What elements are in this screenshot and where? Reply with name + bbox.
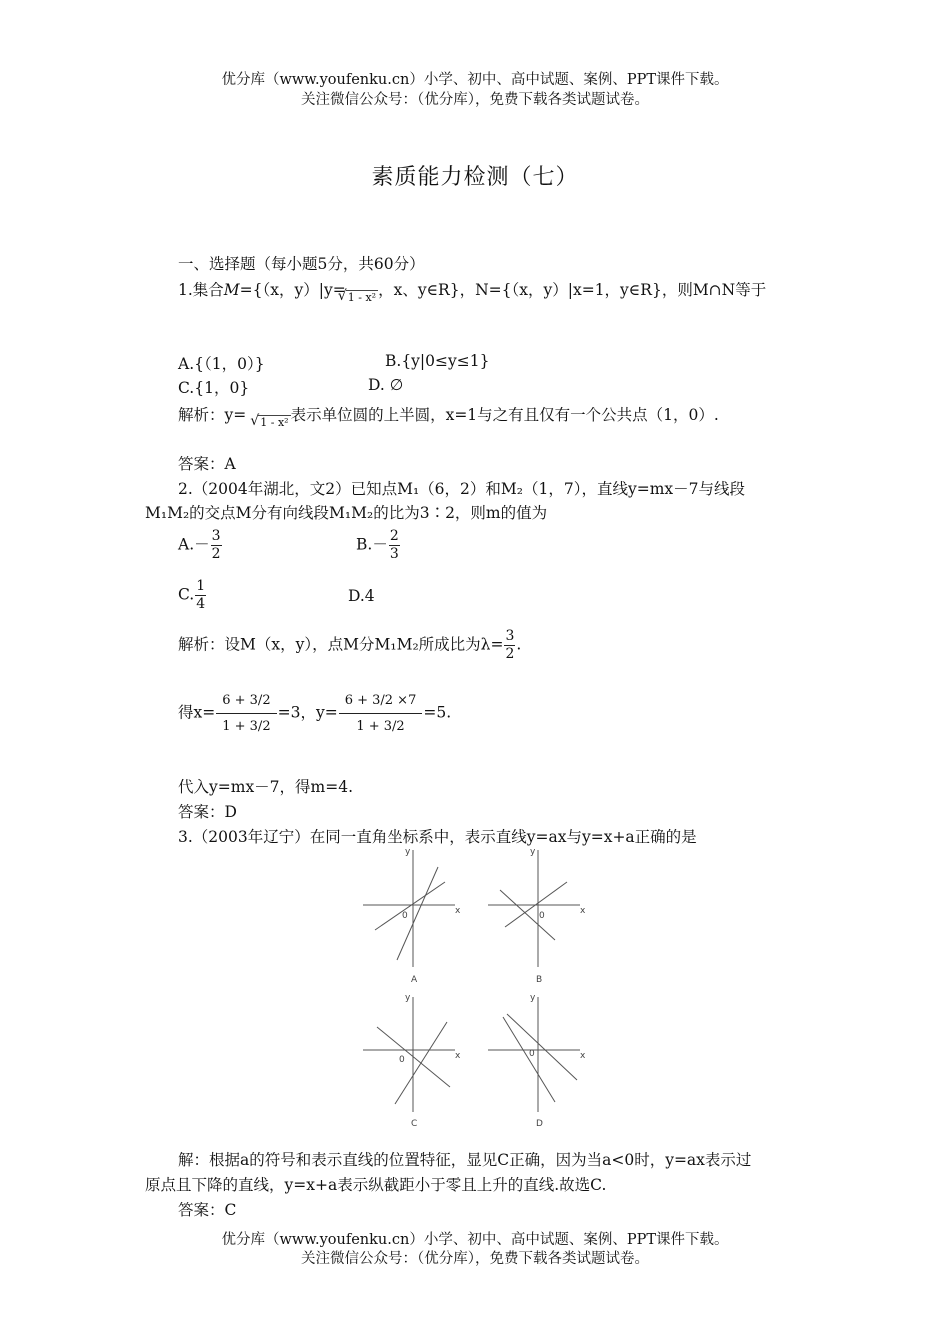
q2-analysis: 解析：设M（x，y），点M分M₁M₂所成比为λ= $\frac{3}{2}$ . [178, 628, 522, 662]
q1-stem-c: ，x、y∈R}，N={（x，y）|x=1，y∈R}，则M∩N等于 [378, 281, 767, 299]
q2-option-b [356, 528, 401, 563]
q2-stem-line-2: M₁M₂的交点M分有向线段M₁M₂的比为3∶2，则m的值为 [145, 504, 548, 522]
q2-option-a-fraction [211, 528, 222, 563]
q2-substitute: 代入y=mx－7，得m=4. [178, 778, 354, 796]
q3-solution-line-2: 原点且下降的直线，y=x+a表示纵截距小于零且上升的直线.故选C. [145, 1176, 607, 1194]
q2-lambda-num: 3 [505, 628, 515, 644]
q2-calc-x-prefix: 得x= [178, 703, 216, 722]
page-title: 素质能力检测（七） [371, 165, 579, 190]
q1-analysis-a: 解析：y= [178, 406, 247, 424]
q2-option-c-den: 4 [196, 596, 206, 612]
q2-calc-x-fraction [216, 688, 276, 739]
q2-option-a-den: 2 [211, 546, 221, 562]
q1-sqrt: √ 1 - x² [346, 290, 378, 304]
graph-c-x-label: x [455, 1051, 461, 1061]
q2-option-c-fraction [195, 578, 206, 613]
q2-analysis-text: 解析：设M（x，y），点M分M₁M₂所成比为λ= [178, 635, 504, 654]
graph-d-x-label: x [580, 1051, 586, 1061]
footer-line-2: 关注微信公众号：（优分库），免费下载各类试题试卷。 [301, 1251, 649, 1267]
q2-option-c-prefix: C. [178, 585, 195, 604]
q1-option-a: A.{（1，0）} [178, 355, 265, 373]
q2-calc-y-suffix: =5. [423, 703, 452, 722]
q1-analysis-sqrt: √ 1 - x² [258, 415, 290, 429]
q2-option-c-num: 1 [196, 578, 206, 594]
q2-calc-x-suffix: =3， [277, 703, 316, 722]
q1-stem [178, 278, 767, 304]
q1-option-d: D. ∅ [368, 376, 404, 394]
graph-b-origin: 0 [539, 911, 545, 921]
q1-stem-b: ={（x，y）|y= [239, 281, 346, 299]
q2-answer: 答案：D [178, 803, 237, 821]
graph-a-x-label: x [455, 906, 461, 916]
graph-a-origin: 0 [402, 911, 408, 921]
q2-calc-y-den: 1 + 3/2 [356, 719, 405, 734]
q1-set-m: M [223, 281, 240, 299]
graph-a-y-label: y [405, 847, 411, 857]
graph-d-y-label: y [530, 993, 536, 1003]
graph-a-line-1 [375, 882, 445, 930]
q3-answer: 答案：C [178, 1201, 237, 1219]
graph-d-line-2 [507, 1014, 577, 1080]
q3-solution-line-1: 解：根据a的符号和表示直线的位置特征，显见C正确，因为当a<0时，y=ax表示过 [178, 1151, 752, 1169]
q2-calc-y-fraction [339, 688, 423, 739]
q2-lambda-fraction [504, 628, 515, 663]
q3-graphs [355, 842, 595, 1132]
graph-a-label: A [411, 975, 418, 985]
q1-analysis [178, 403, 719, 429]
q2-option-a [178, 528, 223, 563]
header-line-2: 关注微信公众号：（优分库），免费下载各类试题试卷。 [301, 92, 649, 108]
q2-option-b-num: 2 [389, 528, 399, 544]
graph-b-label: B [536, 975, 543, 985]
footer-line-1: 优分库（www.youfenku.cn）小学、初中、高中试题、案例、PPT课件下载。 [221, 1232, 729, 1248]
graph-d-line-1 [503, 1017, 555, 1102]
graph-b-y-label: y [530, 847, 536, 857]
q2-calc-x-den: 1 + 3/2 [222, 719, 271, 734]
q2-option-b-den: 3 [389, 546, 399, 562]
graph-b-x-label: x [580, 906, 586, 916]
q2-option-d: D.4 [348, 587, 375, 605]
q2-calc-y-prefix: y= [315, 703, 338, 722]
q2-lambda-den: 2 [505, 646, 515, 662]
q3-stem: 3.（2003年辽宁）在同一直角坐标系中，表示直线y=ax与y=x+a正确的是 [178, 828, 697, 846]
q2-option-a-prefix: A.－ [178, 535, 210, 554]
graph-d-label: D [536, 1119, 543, 1129]
graph-d-origin: 0 [529, 1049, 535, 1059]
q2-calculation [178, 688, 451, 739]
q1-analysis-b: 表示单位圆的上半圆，x=1与之有且仅有一个公共点（1，0）. [290, 406, 719, 424]
q2-option-b-fraction [389, 528, 400, 563]
graph-c-origin: 0 [399, 1055, 405, 1065]
q2-option-c [178, 578, 207, 613]
q3-graphs-svg [355, 842, 595, 1132]
q1-option-b: B.{y|0≤y≤1} [385, 352, 490, 370]
q2-calc-x-num: 6 + 3/2 [216, 688, 276, 714]
graph-c-label: C [411, 1119, 418, 1129]
graph-c-y-label: y [405, 993, 411, 1003]
q2-calc-y-num: 6 + 3/2 ×7 [339, 688, 423, 714]
header-line-1: 优分库（www.youfenku.cn）小学、初中、高中试题、案例、PPT课件下载。 [221, 72, 729, 88]
graph-b-line-1 [500, 890, 555, 940]
q2-option-a-num: 3 [211, 528, 221, 544]
q2-option-b-prefix: B.－ [356, 535, 388, 554]
q1-stem-a: 1.集合 [178, 281, 224, 299]
section-heading: 一、选择题（每小题5分，共60分） [178, 255, 425, 273]
q1-option-c: C.{1，0} [178, 379, 250, 397]
q2-stem-line-1: 2.（2004年湖北，文2）已知点M₁（6，2）和M₂（1，7），直线y=mx－7与线段 [178, 480, 746, 498]
q1-answer: 答案：A [178, 455, 236, 473]
